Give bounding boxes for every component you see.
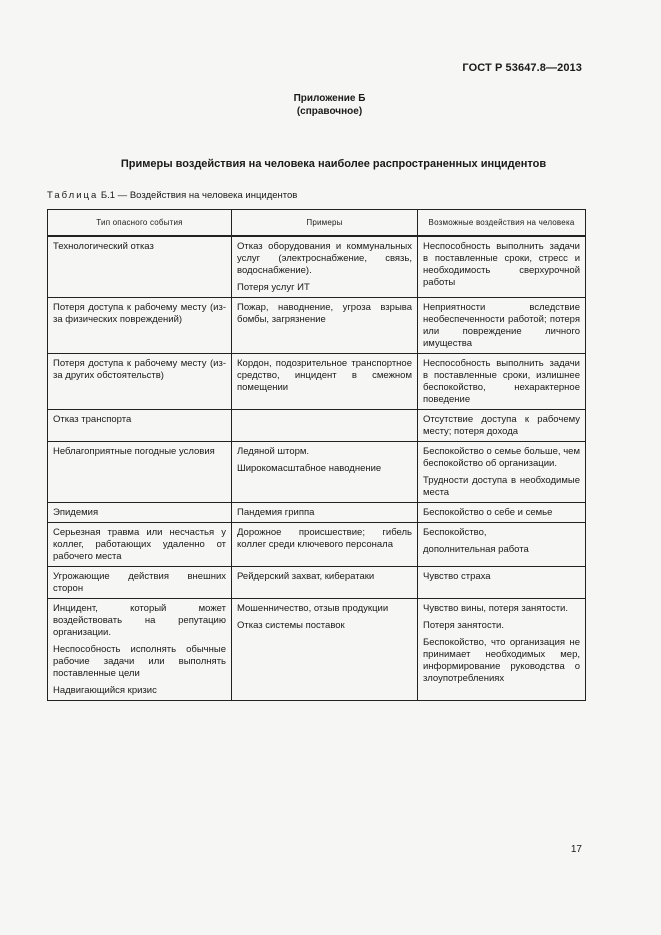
table-row — [48, 599, 586, 701]
column-header-type: Тип опасного события — [48, 210, 232, 237]
cell-event-type — [48, 354, 232, 410]
cell-impacts — [418, 410, 586, 442]
appendix-title: Приложение Б — [293, 93, 366, 104]
cell-impacts — [418, 523, 586, 567]
cell-paragraph: Кордон, подозрительное транспортное средство, инцидент в смежном помещении — [237, 358, 412, 393]
cell-examples — [232, 523, 418, 567]
cell-paragraph: Ледяной шторм. — [237, 446, 310, 457]
cell-paragraph: Дорожное происшествие; гибель коллег среди ключевого персонала — [237, 527, 412, 550]
cell-event-type — [48, 236, 232, 298]
cell-event-type — [48, 523, 232, 567]
cell-paragraph: Надвигающийся кризис — [53, 685, 157, 696]
cell-paragraph: Потеря доступа к рабочему месту (из-за физических повреждений) — [53, 302, 226, 325]
cell-paragraph: Отказ транспорта — [53, 414, 132, 425]
cell-paragraph: Эпидемия — [53, 507, 99, 518]
cell-impacts — [418, 567, 586, 599]
table-row — [48, 354, 586, 410]
cell-paragraph: Беспокойство, что организация не принимает необходимых мер, информирование руководства о злоупотреблениях — [423, 637, 580, 684]
cell-impacts — [418, 298, 586, 354]
table-row — [48, 442, 586, 503]
document-title: Примеры воздействия на человека наиболее распространенных инцидентов — [120, 158, 547, 170]
cell-paragraph: Неспособность выполнить задачи в поставленные сроки, стресс и необходимость сверхурочной работы — [423, 241, 580, 288]
column-header-examples: Примеры — [232, 210, 418, 237]
cell-paragraph: Беспокойство, — [423, 527, 487, 538]
page-number: 17 — [570, 844, 582, 855]
table-caption — [47, 190, 297, 201]
table-row — [48, 567, 586, 599]
cell-paragraph: Инцидент, который может воздействовать на репутацию организации. — [53, 603, 226, 638]
cell-impacts — [418, 354, 586, 410]
cell-paragraph: Рейдерский захват, кибератаки — [237, 571, 375, 582]
cell-event-type — [48, 567, 232, 599]
cell-examples — [232, 599, 418, 701]
impacts-table — [47, 209, 586, 701]
cell-paragraph: Потеря доступа к рабочему месту (из-за других обстоятельств) — [53, 358, 226, 381]
appendix-heading — [0, 92, 661, 118]
cell-paragraph: Потеря занятости. — [423, 620, 504, 631]
cell-paragraph: Трудности доступа в необходимые места — [423, 475, 580, 498]
column-header-impacts: Возможные воздействия на человека — [418, 210, 586, 237]
cell-paragraph: Чувство вины, потеря занятости. — [423, 603, 569, 614]
cell-event-type — [48, 503, 232, 523]
cell-paragraph: Чувство страха — [423, 571, 491, 582]
cell-event-type — [48, 410, 232, 442]
table-caption-text: Б.1 — Воздействия на человека инцидентов — [100, 190, 298, 201]
cell-examples — [232, 236, 418, 298]
cell-paragraph: Пандемия гриппа — [237, 507, 315, 518]
cell-impacts — [418, 503, 586, 523]
cell-examples — [232, 503, 418, 523]
table-row — [48, 236, 586, 298]
cell-paragraph: Беспокойство о себе и семье — [423, 507, 553, 518]
cell-paragraph: Неблагоприятные погодные условия — [53, 446, 215, 457]
cell-paragraph: Неспособность исполнять обычные рабочие задачи или выполнять поставленные цели — [53, 644, 226, 679]
cell-paragraph: Широкомасштабное наводнение — [237, 463, 382, 474]
cell-paragraph: Неприятности вследствие необеспеченности работой; потеря или повреждение личного имущества — [423, 302, 580, 349]
cell-examples — [232, 410, 418, 442]
table-row — [48, 410, 586, 442]
cell-paragraph: Угрожающие действия внешних сторон — [53, 571, 226, 594]
cell-paragraph: Неспособность выполнить задачи в поставленные сроки, излишнее беспокойство, нехарактерное поведение — [423, 358, 580, 405]
cell-event-type — [48, 599, 232, 701]
cell-paragraph: Мошенничество, отзыв продукции — [237, 603, 389, 614]
cell-examples — [232, 354, 418, 410]
cell-paragraph: Потеря услуг ИТ — [237, 282, 310, 293]
table-row — [48, 298, 586, 354]
cell-impacts — [418, 236, 586, 298]
cell-paragraph: Пожар, наводнение, угроза взрыва бомбы, загрязнение — [237, 302, 412, 325]
cell-impacts — [418, 599, 586, 701]
cell-paragraph: Серьезная травма или несчастья у коллег, работающих удаленно от рабочего места — [53, 527, 226, 562]
cell-event-type — [48, 442, 232, 503]
cell-paragraph: дополнительная работа — [423, 544, 529, 555]
appendix-subtitle: (справочное) — [296, 106, 363, 117]
table-caption-label: Таблица — [47, 190, 99, 201]
table-row — [48, 503, 586, 523]
cell-paragraph: Отсутствие доступа к рабочему месту; потеря дохода — [423, 414, 580, 437]
cell-event-type — [48, 298, 232, 354]
cell-paragraph: Беспокойство о семье больше, чем беспокойство об организации. — [423, 446, 580, 469]
cell-paragraph: Отказ системы поставок — [237, 620, 345, 631]
standard-code: ГОСТ Р 53647.8—2013 — [462, 62, 582, 74]
cell-examples — [232, 442, 418, 503]
cell-paragraph: Отказ оборудования и коммунальных услуг (электроснабжение, связь, водоснабжение). — [237, 241, 412, 276]
cell-examples — [232, 298, 418, 354]
table-header-row — [48, 210, 586, 237]
cell-examples — [232, 567, 418, 599]
cell-paragraph: Технологический отказ — [53, 241, 154, 252]
cell-impacts — [418, 442, 586, 503]
table-row — [48, 523, 586, 567]
